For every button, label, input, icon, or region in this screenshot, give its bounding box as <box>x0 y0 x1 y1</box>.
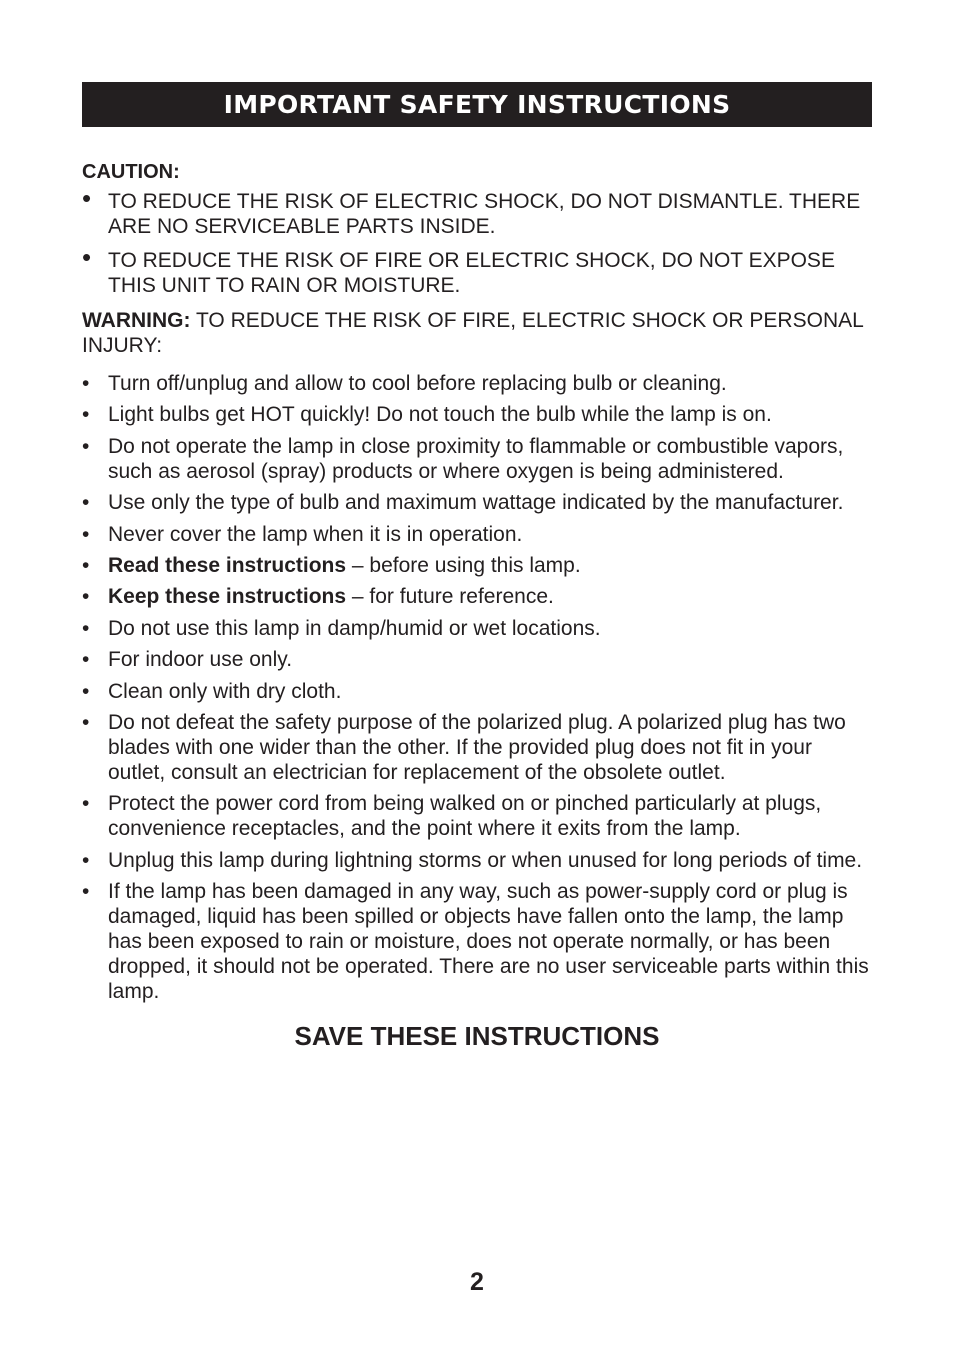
safety-rules-list <box>82 371 872 1004</box>
list-item-text: – before using this lamp. <box>346 553 581 577</box>
caution-item <box>82 183 872 239</box>
list-item <box>82 791 872 841</box>
list-item-text: If the lamp has been damaged in any way, such as power-supply cord or plug is damaged, liquid has been spilled or objects have fallen onto the lamp, the lamp has been exposed to rain or moisture, does not operate normally, or has been dropped, it should not be operated. There are no user serviceable parts within this lamp. <box>108 880 869 1004</box>
list-item-text: Use only the type of bulb and maximum wattage indicated by the manufacturer. <box>108 491 844 515</box>
bullet-icon: • <box>82 242 92 272</box>
warning-text: TO REDUCE THE RISK OF FIRE, ELECTRIC SHOCK OR PERSONAL INJURY: <box>82 309 864 357</box>
document-page <box>82 82 872 1052</box>
bullet-icon: • <box>82 491 90 515</box>
list-item <box>82 848 872 873</box>
caution-list <box>82 183 872 298</box>
list-item <box>82 647 872 672</box>
bullet-icon: • <box>82 553 90 577</box>
caution-item-text: TO REDUCE THE RISK OF ELECTRIC SHOCK, DO NOT DISMANTLE. THERE ARE NO SERVICEABLE PARTS INSIDE. <box>108 190 861 238</box>
list-item <box>82 879 872 1004</box>
bullet-icon: • <box>82 434 90 458</box>
list-item-bold: Keep these instructions <box>108 585 347 609</box>
bullet-icon: • <box>82 522 90 546</box>
caution-item <box>82 242 872 298</box>
list-item-text: Do not operate the lamp in close proximity to flammable or combustible vapors, such as aerosol (spray) products or where oxygen is being administered. <box>108 434 844 483</box>
bullet-icon: • <box>82 710 90 734</box>
title-banner <box>82 82 872 127</box>
list-item-text: – for future reference. <box>346 585 554 609</box>
list-item-text: Unplug this lamp during lightning storms or when unused for long periods of time. <box>108 848 863 872</box>
list-item-text: Protect the power cord from being walked on or pinched particularly at plugs, convenience receptacles, and the point where it exits from the lamp. <box>108 792 822 841</box>
list-item-text: For indoor use only. <box>108 648 293 672</box>
save-instructions-heading: SAVE THESE INSTRUCTIONS <box>294 1021 660 1052</box>
page-number: 2 <box>470 1268 484 1296</box>
bullet-icon: • <box>82 372 90 395</box>
list-item-bold: Read these instructions <box>108 553 347 577</box>
bullet-icon: • <box>82 848 90 872</box>
caution-label: CAUTION: <box>82 161 180 183</box>
list-item-text: Light bulbs get HOT quickly! Do not touch the bulb while the lamp is on. <box>108 403 772 427</box>
list-item-text: Do not use this lamp in damp/humid or wet locations. <box>108 616 601 640</box>
list-item <box>82 522 872 547</box>
warning-label: WARNING: <box>82 309 191 332</box>
list-item-text: Turn off/unplug and allow to cool before replacing bulb or cleaning. <box>108 372 727 395</box>
bullet-icon: • <box>82 183 92 213</box>
list-item <box>82 490 872 515</box>
list-item-text: Never cover the lamp when it is in operation. <box>108 522 523 546</box>
bullet-icon: • <box>82 616 90 640</box>
list-item <box>82 402 872 427</box>
page-title: IMPORTANT SAFETY INSTRUCTIONS <box>223 90 731 119</box>
bullet-icon: • <box>82 792 90 816</box>
bullet-icon: • <box>82 679 90 703</box>
caution-item-text: TO REDUCE THE RISK OF FIRE OR ELECTRIC SHOCK, DO NOT EXPOSE THIS UNIT TO RAIN OR MOISTURE. <box>108 249 835 297</box>
list-item <box>82 710 872 785</box>
list-item <box>82 616 872 641</box>
list-item-text: Clean only with dry cloth. <box>108 679 342 703</box>
bullet-icon: • <box>82 585 90 609</box>
warning-paragraph <box>82 308 872 358</box>
list-item <box>82 679 872 704</box>
list-item <box>82 371 872 396</box>
list-item <box>82 434 872 484</box>
list-item <box>82 553 872 578</box>
list-item <box>82 584 872 609</box>
bullet-icon: • <box>82 648 90 672</box>
list-item-text: Do not defeat the safety purpose of the polarized plug. A polarized plug has two blades with one wider than the other. If the provided plug does not fit in your outlet, consult an electrician for replacement of the obsolete outlet. <box>108 710 846 784</box>
bullet-icon: • <box>82 403 90 427</box>
bullet-icon: • <box>82 880 90 904</box>
